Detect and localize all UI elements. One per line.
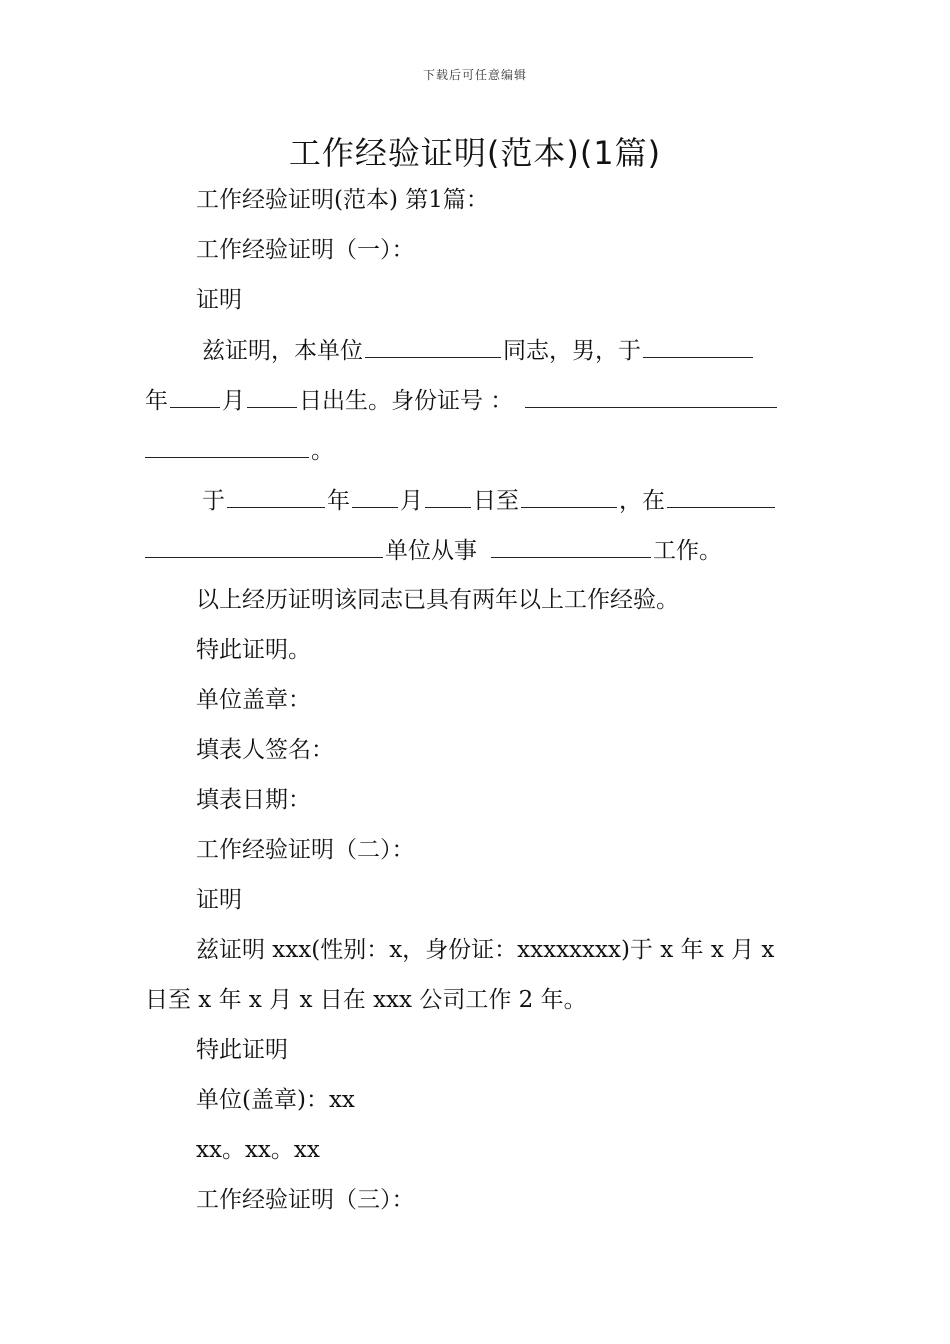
s1-p2-text-e: ，在 (619, 488, 665, 514)
s1-p2-text-d: 日至 (473, 488, 519, 514)
s1-p1-text-a: 兹证明，本单位 (202, 338, 363, 364)
s1-seal-label: 单位盖章： (196, 687, 311, 713)
s2-p1-line2: 日至 x 年 x 月 x 日在 xxx 公司工作 2 年。 (145, 987, 587, 1013)
s1-p1-text-c: 年 (145, 388, 168, 414)
s1-p1-text-e: 日出生。身份证号 ： (299, 388, 514, 414)
s1-p1-line3 (145, 435, 334, 466)
id-number-blank (525, 385, 777, 408)
s1-p1-line1 (202, 335, 755, 366)
s1-p1-text-f: 。 (311, 438, 334, 464)
section2-heading: 工作经验证明（二）： (196, 837, 415, 863)
job-type-blank (491, 535, 651, 558)
section2-label: 证明 (196, 887, 242, 913)
header-note: 下载后可任意编辑 (422, 68, 527, 82)
s1-p2-line1 (202, 485, 777, 516)
s1-p2-text-b: 年 (327, 488, 350, 514)
intro-line: 工作经验证明(范本) 第1篇： (196, 187, 489, 213)
start-day-blank (425, 485, 471, 508)
s1-p2-text-a: 于 (202, 488, 225, 514)
start-month-blank (352, 485, 398, 508)
employer-blank-cont (145, 535, 383, 558)
s2-date: xx。xx。xx (196, 1137, 320, 1163)
s2-seal: 单位(盖章)：xx (196, 1087, 355, 1113)
unit-name-blank (365, 335, 501, 358)
birth-year-blank (643, 335, 753, 358)
s2-p1-line1: 兹证明 xxx(性别：x，身份证：xxxxxxxx)于 x 年 x 月 x (196, 937, 775, 963)
section1-label: 证明 (196, 287, 242, 313)
section3-heading: 工作经验证明（三）： (196, 1187, 415, 1213)
employer-blank (667, 485, 775, 508)
s1-p1-text-d: 月 (222, 388, 245, 414)
s1-signer-label: 填表人签名： (196, 737, 334, 763)
s1-p1-line2 (145, 385, 779, 416)
section1-heading: 工作经验证明（一）： (196, 237, 415, 263)
s1-closing: 特此证明。 (196, 637, 311, 663)
s1-p2-text-c: 月 (400, 488, 423, 514)
birth-month-blank (170, 385, 220, 408)
s1-p1-text-b: 同志，男，于 (503, 338, 641, 364)
s1-date-label: 填表日期： (196, 787, 311, 813)
document-title: 工作经验证明(范本)(1篇) (288, 134, 662, 172)
s1-p2-text-g: 工作。 (653, 538, 722, 564)
id-number-blank-cont (145, 435, 309, 458)
s1-conclusion: 以上经历证明该同志已具有两年以上工作经验。 (196, 587, 679, 613)
end-date-blank (521, 485, 617, 508)
birth-day-blank (247, 385, 297, 408)
s1-p2-line2 (145, 535, 722, 566)
start-year-blank (227, 485, 325, 508)
s1-p2-text-f: 单位从事 (385, 538, 477, 564)
s2-closing: 特此证明 (196, 1037, 288, 1063)
